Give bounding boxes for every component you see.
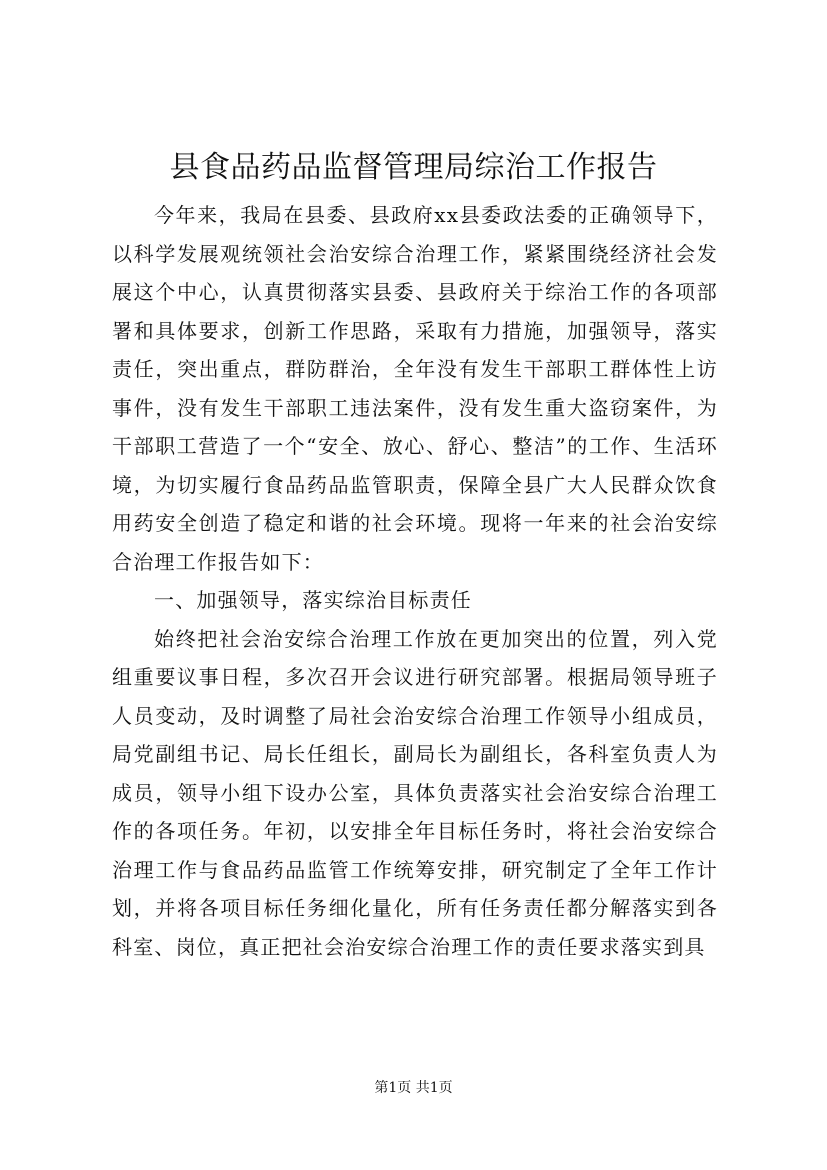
page-footer: 第1页 共1页	[374, 1080, 453, 1096]
section-paragraph: 始终把社会治安综合治理工作放在更加突出的位置，列入党组重要议事日程，多次召开会议进行研究部署。根据局领导班子人员变动，及时调整了局社会治安综合治理工作领导小组成员，局党副组书记、局长任组长，副局长为副组长，各科室负责人为成员，领导小组下设办公室，具体负责落实社会治安综合治理工作的各项任务。年初，以安排全年目标任务时，将社会治安综合治理工作与食品药品监管工作统筹安排，研究制定了全年工作计划，并将各项目标任务细化量化，所有任务责任都分解落实到各科室、岗位，真正把社会治安综合治理工作的责任要求落实到具	[112, 626, 718, 959]
document-body	[112, 196, 718, 966]
section-heading: 一、加强领导，落实综治目标责任	[154, 588, 472, 612]
intro-paragraph: 今年来，我局在县委、县政府xx县委政法委的正确领导下，以科学发展观统领社会治安综合治理工作，紧紧围绕经济社会发展这个中心，认真贯彻落实县委、县政府关于综治工作的各项部署和具体要求，创新工作思路，采取有力措施，加强领导，落实责任，突出重点，群防群治，全年没有发生干部职工群体性上访事件，没有发生干部职工违法案件，没有发生重大盗窃案件，为干部职工营造了一个“安全、放心、舒心、整洁”的工作、生活环境，为切实履行食品药品监管职责，保障全县广大人民群众饮食用药安全创造了稳定和谐的社会环境。现将一年来的社会治安综合治理工作报告如下：	[112, 203, 718, 574]
document-title: 县食品药品监督管理局综治工作报告	[169, 150, 658, 185]
